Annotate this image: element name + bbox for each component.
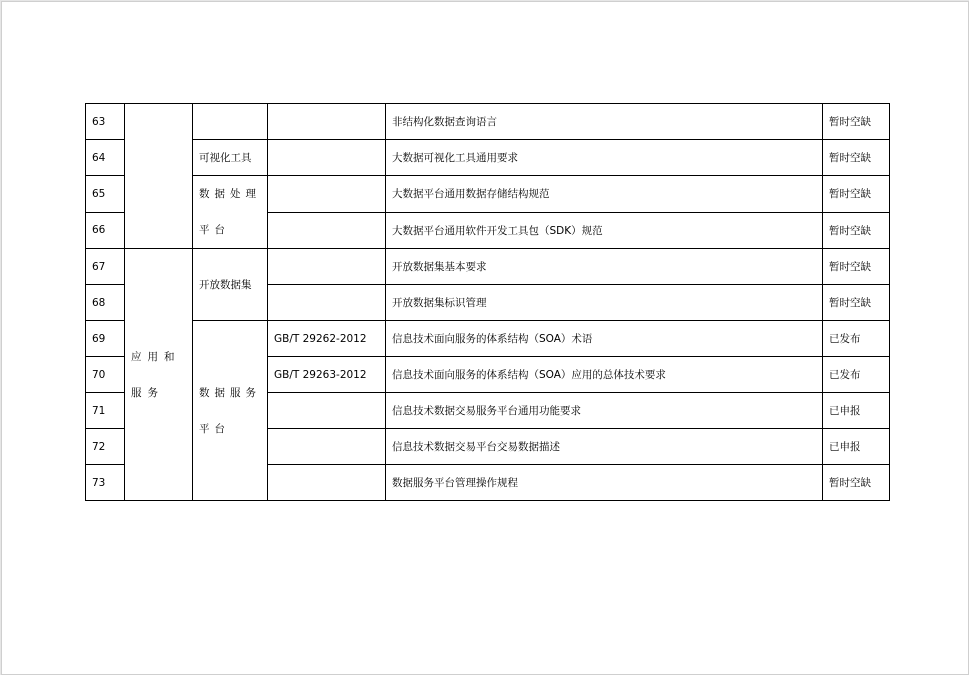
category-app-service-cell <box>125 249 193 501</box>
status: 暂时空缺 <box>823 212 890 249</box>
status: 暂时空缺 <box>823 176 890 213</box>
row-number: 63 <box>86 104 125 140</box>
row-number: 67 <box>86 249 125 285</box>
standard-name: 信息技术数据交易平台交易数据描述 <box>386 429 823 465</box>
status: 暂时空缺 <box>823 104 890 140</box>
standard-name: 开放数据集基本要求 <box>386 249 823 285</box>
status: 暂时空缺 <box>823 285 890 321</box>
standard-code <box>268 249 386 285</box>
standard-code <box>268 465 386 501</box>
document-page <box>1 1 969 675</box>
row-number: 70 <box>86 357 125 393</box>
standard-name: 信息技术面向服务的体系结构（SOA）术语 <box>386 321 823 357</box>
row-number: 71 <box>86 393 125 429</box>
row-number: 66 <box>86 212 125 249</box>
standard-code <box>268 429 386 465</box>
status: 已申报 <box>823 393 890 429</box>
subcategory-cell-empty <box>193 104 268 140</box>
table-row <box>86 249 890 285</box>
table-row <box>86 140 890 176</box>
standard-code <box>268 140 386 176</box>
standard-code <box>268 393 386 429</box>
status: 暂时空缺 <box>823 140 890 176</box>
standard-name: 信息技术面向服务的体系结构（SOA）应用的总体技术要求 <box>386 357 823 393</box>
status: 已发布 <box>823 357 890 393</box>
status: 已发布 <box>823 321 890 357</box>
standard-name: 大数据平台通用软件开发工具包（SDK）规范 <box>386 212 823 249</box>
row-number: 72 <box>86 429 125 465</box>
row-number: 64 <box>86 140 125 176</box>
standard-code <box>268 285 386 321</box>
standard-name: 大数据可视化工具通用要求 <box>386 140 823 176</box>
subcategory-open-dataset: 开放数据集 <box>193 249 268 321</box>
standards-table <box>85 103 890 501</box>
standard-code <box>268 212 386 249</box>
row-number: 69 <box>86 321 125 357</box>
subcategory-data-processing: 数据处理平台 <box>199 188 261 236</box>
category-app-service: 应用和服务 <box>131 350 181 399</box>
subcategory-data-service-cell <box>193 321 268 501</box>
standard-code <box>268 176 386 213</box>
table-row <box>86 104 890 140</box>
row-number: 65 <box>86 176 125 213</box>
subcategory-data-service: 数据服务平台 <box>199 386 261 435</box>
standard-name: 非结构化数据查询语言 <box>386 104 823 140</box>
subcategory-data-processing-cell <box>193 176 268 249</box>
standard-code: GB/T 29262-2012 <box>268 321 386 357</box>
row-number: 68 <box>86 285 125 321</box>
table-row <box>86 176 890 213</box>
status: 暂时空缺 <box>823 249 890 285</box>
standard-code <box>268 104 386 140</box>
standard-name: 开放数据集标识管理 <box>386 285 823 321</box>
row-number: 73 <box>86 465 125 501</box>
status: 暂时空缺 <box>823 465 890 501</box>
status: 已申报 <box>823 429 890 465</box>
table-row <box>86 321 890 357</box>
subcategory-visual-tools: 可视化工具 <box>193 140 268 176</box>
standard-name: 大数据平台通用数据存储结构规范 <box>386 176 823 213</box>
category-cell-empty <box>125 104 193 249</box>
standard-name: 数据服务平台管理操作规程 <box>386 465 823 501</box>
standard-name: 信息技术数据交易服务平台通用功能要求 <box>386 393 823 429</box>
standard-code: GB/T 29263-2012 <box>268 357 386 393</box>
